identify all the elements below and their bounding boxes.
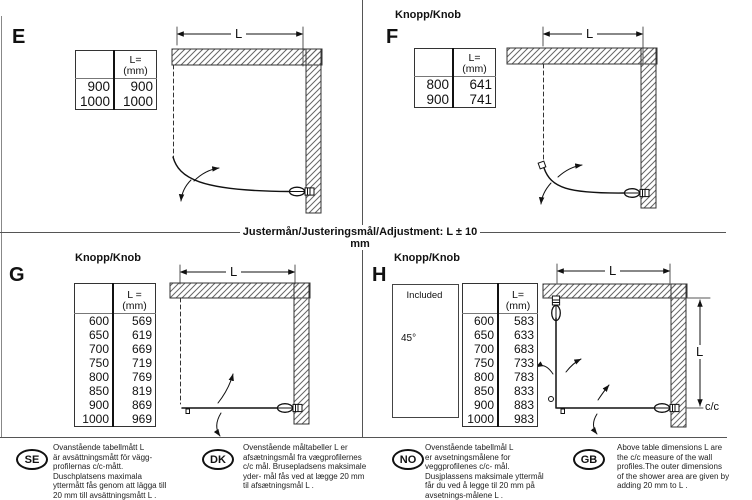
note-line: veggprofilenes c/c- mål.	[425, 462, 510, 471]
panel-f-heading: Knopp/Knob	[395, 9, 461, 21]
note-line: til afsætningsmål L .	[243, 481, 314, 490]
table-cell: 900	[130, 79, 153, 94]
note-line: 20 mm till avsättningsmått L .	[53, 490, 157, 500]
table-cell: 733	[513, 356, 534, 370]
table-l-header: L= (mm)	[498, 284, 538, 314]
table-cell: 700	[463, 342, 499, 356]
table-cell: 819	[131, 384, 152, 398]
table-cell: 619	[131, 328, 152, 342]
table-cell: 1000	[75, 412, 114, 427]
note-text-dk	[243, 443, 366, 491]
note-line: Duschplatsens maximala	[53, 471, 142, 481]
table-row	[75, 314, 156, 329]
table-cell: 1000	[463, 412, 499, 427]
table-row	[75, 356, 156, 370]
note-line: c/c mål. Brusepladsens maksimale	[243, 462, 367, 471]
table-cell: 900	[76, 79, 115, 95]
note-line: afsætningsmål fra vægprofilernes	[243, 452, 362, 462]
table-cell: 750	[463, 356, 499, 370]
language-badge-gb: GB	[573, 449, 605, 470]
table-cell: 750	[75, 356, 114, 370]
table-cell: 1000	[76, 94, 115, 110]
wall-right-hatch	[641, 48, 656, 208]
note-line: profilernas c/c-mått.	[53, 462, 124, 471]
table-l-header: L = (mm)	[113, 284, 156, 314]
table-cell: 900	[463, 398, 499, 412]
language-badge-se: SE	[16, 449, 48, 470]
table-row	[463, 384, 538, 398]
angle-label: 45°	[401, 333, 417, 344]
table-row	[463, 356, 538, 370]
table-row	[76, 79, 157, 95]
swing-arrow	[536, 366, 553, 374]
door-foot	[561, 409, 565, 414]
table-cell: 650	[75, 328, 114, 342]
table-row	[463, 342, 538, 356]
swing-arrow	[598, 385, 609, 400]
table-row	[75, 412, 156, 427]
swing-arrow	[566, 359, 581, 372]
table-l-header: L= (mm)	[453, 49, 496, 77]
panel-f-diagram	[507, 27, 657, 208]
table-cell: 741	[469, 92, 492, 107]
wall-top-hatch	[170, 283, 310, 298]
included-label: Included	[406, 290, 443, 301]
dim-table-g	[74, 283, 156, 427]
knob-icon	[290, 187, 315, 196]
table-header-row	[415, 49, 496, 77]
panel-h-heading: Knopp/Knob	[394, 252, 460, 264]
note-text-no	[425, 443, 544, 500]
table-cell: 683	[513, 342, 534, 356]
panel-h-dim-label-side: L	[692, 345, 707, 359]
table-cell: 669	[131, 342, 152, 356]
table-corner-cell	[463, 284, 499, 314]
panel-h-cc-label: c/c	[705, 401, 720, 413]
table-cell: 650	[463, 328, 499, 342]
knob-icon	[625, 189, 650, 198]
panel-e-letter: E	[12, 26, 26, 48]
table-cell: 969	[131, 412, 152, 426]
note-line: Ovenstående tabellmål L	[425, 443, 514, 452]
swing-arrow	[218, 374, 233, 403]
table-corner-cell	[75, 284, 114, 314]
knob-icon	[552, 296, 561, 321]
panel-h-diagram	[536, 264, 710, 434]
table-row	[415, 92, 496, 108]
panel-g-letter: G	[9, 264, 25, 286]
table-cell: 1000	[122, 94, 153, 109]
note-line: Above table dimensions L are	[617, 443, 723, 452]
table-row	[463, 370, 538, 384]
note-line: adding 20 mm to L .	[617, 481, 688, 490]
table-cell: 800	[415, 77, 454, 93]
note-line: profiles.The outer dimensions	[617, 462, 722, 471]
table-row	[75, 328, 156, 342]
hinge-icon	[549, 397, 554, 402]
table-cell: 641	[469, 77, 492, 92]
note-line: yder- mål fås ved at lægge 20 mm	[243, 471, 365, 481]
table-cell: 700	[75, 342, 114, 356]
table-row	[75, 398, 156, 412]
table-row	[76, 94, 157, 110]
note-line: får du ved å legge til 20 mm på	[425, 481, 535, 490]
table-cell: 769	[131, 370, 152, 384]
note-text-gb	[617, 443, 729, 491]
swing-arrow	[181, 180, 191, 201]
table-cell: 783	[513, 370, 534, 384]
panel-g-heading: Knopp/Knob	[75, 252, 141, 264]
panel-f-letter: F	[386, 26, 399, 48]
note-line: of the shower area are given by	[617, 471, 730, 481]
table-header-row	[463, 284, 538, 314]
note-line: er avsetningsmålene for	[425, 452, 511, 462]
dim-table-e	[75, 50, 157, 110]
table-cell: 800	[463, 370, 499, 384]
door-foot	[186, 409, 190, 414]
included-box	[392, 284, 459, 418]
note-line: är avsättningsmått för vägg-	[53, 452, 153, 462]
table-row	[75, 342, 156, 356]
panel-h-dim-label-top: L	[605, 264, 620, 278]
table-row	[75, 384, 156, 398]
wall-top-hatch	[172, 49, 322, 65]
table-cell: 600	[75, 314, 114, 329]
note-line: the c/c measure of the wall	[617, 452, 713, 462]
table-cell: 569	[131, 314, 152, 328]
table-row	[463, 328, 538, 342]
table-cell: 900	[415, 92, 454, 108]
table-cell: 600	[463, 314, 499, 329]
panel-f-dim-label: L	[582, 27, 597, 41]
table-cell: 850	[463, 384, 499, 398]
table-corner-cell	[415, 49, 454, 77]
table-header-row	[76, 51, 157, 79]
language-badge-no: NO	[392, 449, 424, 470]
table-cell: 883	[513, 398, 534, 412]
swing-arrow	[594, 414, 598, 434]
note-line: yttermått fås genom att lägga till	[53, 481, 167, 490]
wall-top-hatch	[507, 48, 657, 64]
dim-table-f	[414, 48, 496, 108]
note-text-se	[53, 443, 166, 500]
note-line: Ovenstående måltabeller L er	[243, 443, 348, 452]
table-cell: 983	[513, 412, 534, 426]
table-cell: 633	[513, 328, 534, 342]
table-cell: 869	[131, 398, 152, 412]
table-corner-cell	[76, 51, 115, 79]
panel-e-dim-label: L	[231, 27, 246, 41]
table-row	[463, 398, 538, 412]
swing-arrow	[194, 168, 219, 181]
table-cell: 800	[75, 370, 114, 384]
adjustment-note: Justermån/Justeringsmål/Adjustment: L ± 10 mm	[240, 226, 480, 250]
table-cell: 583	[513, 314, 534, 328]
panel-g-diagram	[170, 265, 310, 436]
table-cell: 833	[513, 384, 534, 398]
table-cell: 900	[75, 398, 114, 412]
note-line: Dusjplassens maksimale yttermål	[425, 471, 544, 481]
wall-top-hatch	[543, 284, 687, 298]
table-row	[463, 314, 538, 329]
table-cell: 719	[131, 356, 152, 370]
knob-icon	[655, 404, 680, 413]
note-line: Ovanstående tabellmått L	[53, 443, 145, 452]
door-curve	[544, 168, 624, 193]
table-header-row	[75, 284, 156, 314]
swing-arrow	[558, 165, 582, 177]
swing-arrow	[541, 183, 551, 204]
wall-right-hatch	[294, 283, 309, 424]
panel-e-diagram	[172, 27, 322, 213]
table-row	[75, 370, 156, 384]
table-row	[463, 412, 538, 427]
dim-table-h	[462, 283, 538, 427]
note-line: avsetnings-målene L .	[425, 490, 503, 500]
hinge-icon	[538, 161, 546, 169]
swing-arrow	[217, 413, 221, 436]
table-cell: 850	[75, 384, 114, 398]
table-row	[415, 77, 496, 93]
panel-g-dim-label: L	[226, 265, 241, 279]
knob-icon	[278, 404, 303, 413]
language-badge-dk: DK	[202, 449, 234, 470]
table-l-header: L= (mm)	[114, 51, 157, 79]
panel-h-letter: H	[372, 264, 387, 286]
door-curve	[173, 157, 290, 192]
